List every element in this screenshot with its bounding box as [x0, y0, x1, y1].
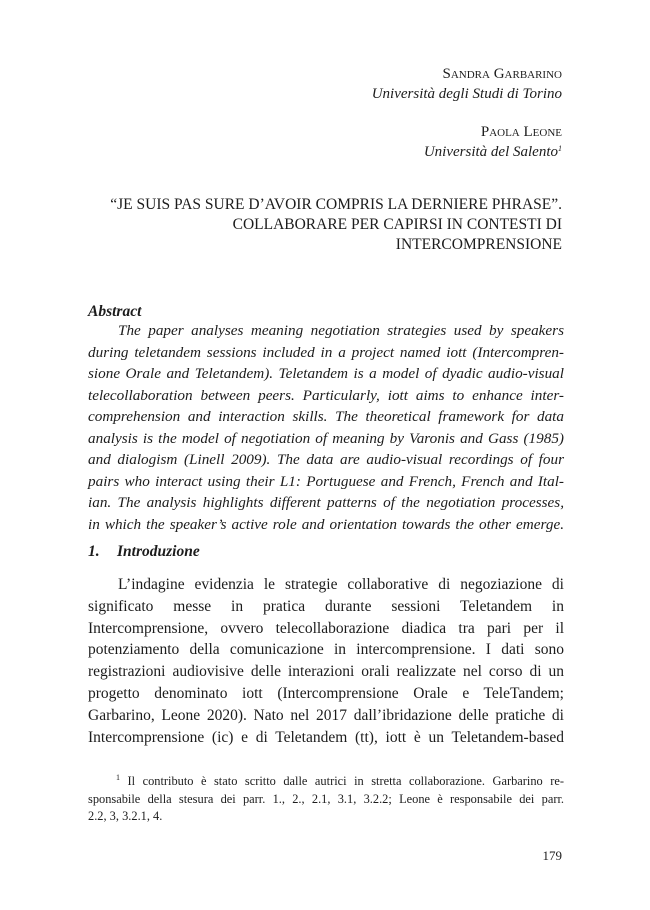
- footnote-mark: 1: [558, 144, 562, 153]
- abstract-line: sione Orale and Teletandem). Teletandem is a model of dyadic audio-visual: [88, 365, 564, 382]
- body-line: L’indagine evidenzia le strategie collaborative di negoziazione di: [118, 576, 564, 593]
- footnote-line: 2.2, 3, 3.2.1, 4.: [88, 809, 163, 823]
- footnote-text: Il contributo è stato scritto dalle autrici in stretta collaborazione. Garbarino re-: [127, 774, 564, 788]
- abstract-body: [88, 320, 564, 535]
- abstract-heading: Abstract: [88, 303, 142, 320]
- body-line: progetto denominato iott (Intercomprensione Orale e TeleTandem;: [88, 684, 564, 702]
- abstract-line: during teletandem sessions included in a project named iott (Intercompren-: [88, 343, 564, 361]
- abstract-line: analysis is the model of negotiation of meaning by Varonis and Gass (1985): [88, 429, 564, 447]
- author-2-affiliation: Università del Salento: [423, 144, 558, 160]
- section-heading: [88, 543, 200, 561]
- footnote-number: 1: [116, 773, 120, 782]
- abstract-line: and dialogism (Linell 2009). The data are audio-visual recordings of four: [88, 451, 564, 468]
- body-line: Intercomprensione, ovvero telecollaborazione diadica tra pari per il: [88, 619, 564, 637]
- abstract-line: ian. The analysis highlights different patterns of the negotiation processes,: [88, 494, 564, 511]
- body-line: registrazioni audiovisive delle interazioni orali realizzate nel corso di un: [88, 663, 564, 681]
- page-number: 179: [542, 848, 562, 863]
- body-line: Garbarino, Leone 2020). Nato nel 2017 dall’ibridazione delle pratiche di: [88, 706, 564, 724]
- paper-title: [88, 195, 562, 255]
- title-line: “JE SUIS PAS SURE D’AVOIR COMPRIS LA DERNIERE PHRASE”.: [110, 196, 562, 213]
- body-paragraph: [88, 574, 564, 748]
- author-1-affiliation: Università degli Studi di Torino: [371, 86, 562, 102]
- author-2-name: Paola Leone: [480, 124, 562, 140]
- title-line: INTERCOMPRENSIONE: [395, 236, 562, 253]
- body-line: potenziamento della comunicazione in intercomprensione. I dati sono: [88, 641, 564, 659]
- author-1-name: Sandra Garbarino: [442, 66, 562, 82]
- title-line: COLLABORARE PER CAPIRSI IN CONTESTI DI: [232, 216, 562, 233]
- footnote: [88, 773, 564, 826]
- body-line: Intercomprensione (ic) e di Teletandem (tt), iott è un Teletandem-based: [88, 728, 564, 746]
- section-title: Introduzione: [117, 543, 200, 560]
- abstract-line: The paper analyses meaning negotiation strategies used by speakers: [118, 322, 564, 339]
- footnote-line: sponsabile della stesura dei parr. 1., 2., 2.1, 3.1, 3.2.2; Leone è responsabile dei parr.: [88, 791, 564, 806]
- abstract-line: comprehension and interaction skills. The theoretical framework for data: [88, 408, 564, 425]
- section-number: 1.: [88, 543, 100, 560]
- body-line: significato messe in pratica durante sessioni Teletandem in: [88, 597, 564, 615]
- abstract-line: in which the speaker’s active role and orientation towards the other emerge.: [88, 515, 564, 533]
- abstract-line: pairs who interact using their L1: Portuguese and French, French and Ital-: [88, 472, 564, 490]
- author-2-affiliation-block: [424, 142, 562, 162]
- footnote-line: [88, 773, 564, 791]
- abstract-line: telecollaboration between peers. Particularly, iott aims to enhance inter-: [88, 386, 564, 404]
